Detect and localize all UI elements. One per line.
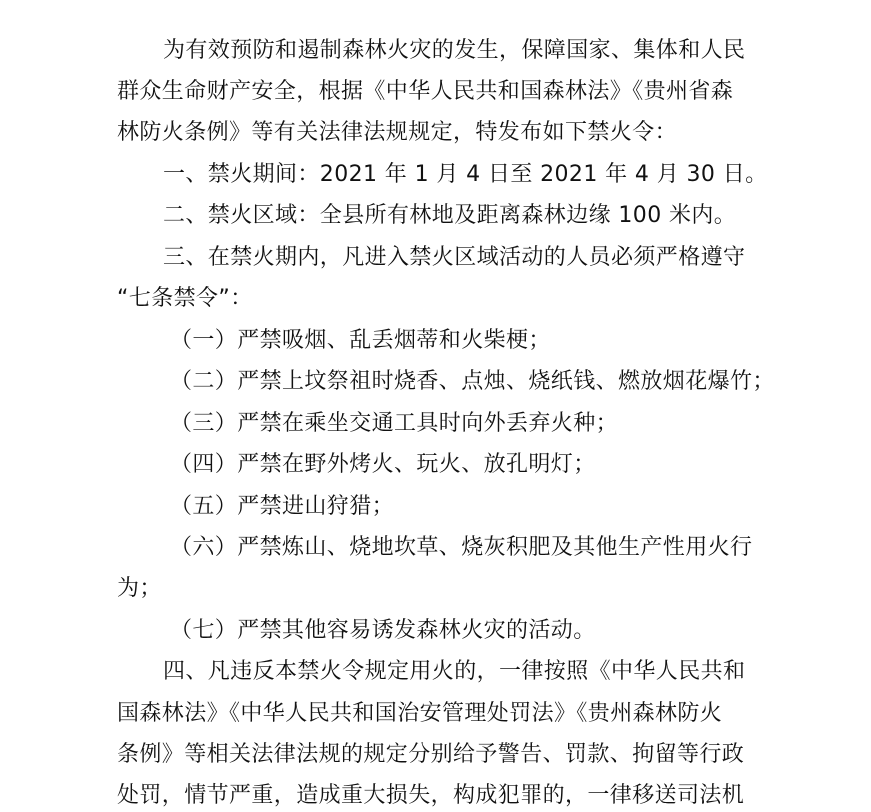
rule-4: （四）严禁在野外烤火、玩火、放孔明灯；: [170, 452, 596, 477]
rule-3: （三）严禁在乘坐交通工具时向外丢弃火种；: [170, 411, 619, 436]
rule-6-line-2: 为；: [117, 576, 162, 601]
rule-5: （五）严禁进山狩猎；: [170, 494, 395, 519]
rule-2: （二）严禁上坟祭祖时烧香、点烛、烧纸钱、燃放烟花爆竹；: [170, 369, 775, 394]
rule-6-line-1: （六）严禁炼山、烧地坎草、烧灰积肥及其他生产性用火行: [170, 535, 753, 560]
item-4-line-1: 四、凡违反本禁火令规定用火的，一律按照《中华人民共和: [163, 659, 746, 684]
paragraph-intro-line-3: 林防火条例》等有关法律法规规定，特发布如下禁火令：: [117, 120, 678, 145]
item-1-ban-period: 一、禁火期间：2021 年 1 月 4 日至 2021 年 4 月 30 日。: [163, 162, 768, 187]
rule-1: （一）严禁吸烟、乱丢烟蒂和火柴梗；: [170, 328, 551, 353]
rule-7: （七）严禁其他容易诱发森林火灾的活动。: [170, 618, 596, 643]
item-4-line-2: 国森林法》《中华人民共和国治安管理处罚法》《贵州森林防火: [117, 701, 723, 726]
item-4-line-4: 处罚，情节严重，造成重大损失，构成犯罪的，一律移送司法机: [117, 783, 745, 808]
item-3-line-1: 三、在禁火期内，凡进入禁火区域活动的人员必须严格遵守: [163, 245, 746, 270]
paragraph-intro-line-1: 为有效预防和遏制森林火灾的发生，保障国家、集体和人民: [163, 38, 746, 63]
paragraph-intro-line-2: 群众生命财产安全，根据《中华人民共和国森林法》《贵州省森: [117, 79, 734, 104]
item-3-line-2: “七条禁令”：: [117, 286, 253, 311]
item-2-ban-area: 二、禁火区域：全县所有林地及距离森林边缘 100 米内。: [163, 203, 737, 228]
item-4-line-3: 条例》等相关法律法规的规定分别给予警告、罚款、拘留等行政: [117, 742, 745, 767]
